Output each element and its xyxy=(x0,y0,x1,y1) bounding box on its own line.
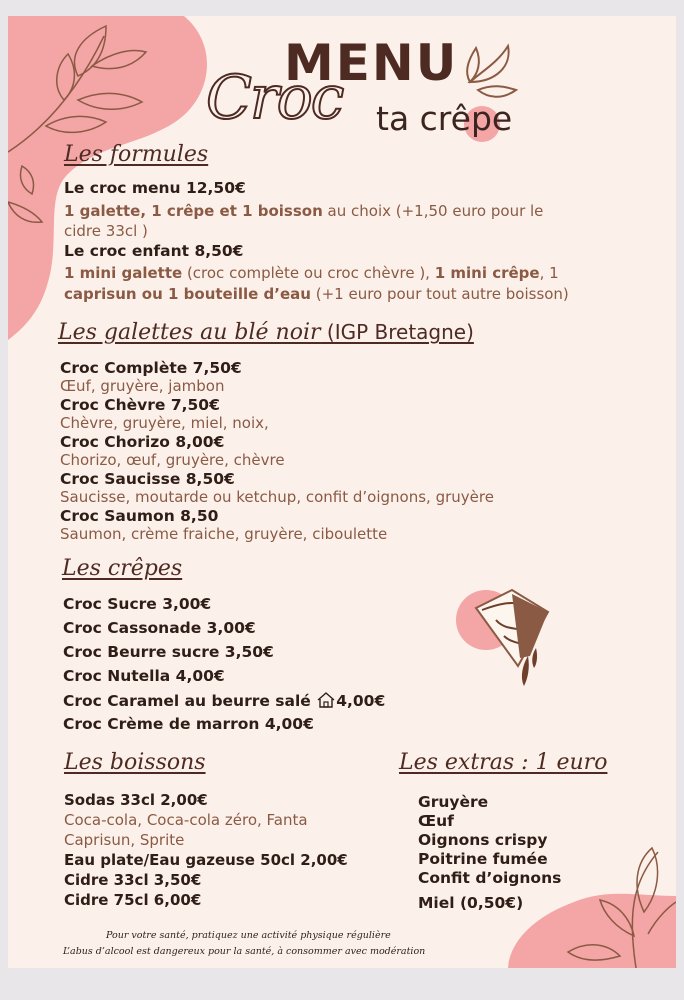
galette-desc: Chèvre, gruyère, miel, noix, xyxy=(60,414,269,432)
extra-item: Miel (0,50€) xyxy=(418,894,524,912)
crepe-item-caramel: Croc Caramel au beurre salé 4,00€ xyxy=(63,692,386,710)
drink-item: Sodas 33cl 2,00€ xyxy=(64,791,208,809)
logo-ta-crepe-text: ta crêpe xyxy=(376,99,513,138)
extras-heading: Les extras : 1 euro xyxy=(399,750,608,775)
extra-item: Gruyère xyxy=(418,793,489,811)
galette-name: Croc Chorizo 8,00€ xyxy=(60,433,225,451)
crepe-item: Croc Beurre sucre 3,50€ xyxy=(63,643,274,661)
galette-name: Croc Saucisse 8,50€ xyxy=(60,470,235,488)
drink-item: Cidre 75cl 6,00€ xyxy=(64,891,202,909)
extra-item: Oignons crispy xyxy=(418,831,548,849)
drink-desc: Coca-cola, Coca-cola zéro, Fanta xyxy=(64,811,308,829)
galette-desc: Œuf, gruyère, jambon xyxy=(60,377,225,395)
logo-croc-text: Croc xyxy=(206,63,343,133)
drink-item: Cidre 33cl 3,50€ xyxy=(64,871,202,889)
croc-enfant-desc-2: caprisun ou 1 bouteille d’eau (+1 euro pour tout autre boisson) xyxy=(64,285,569,303)
croc-enfant-title: Le croc enfant 8,50€ xyxy=(64,242,244,260)
drink-item: Eau plate/Eau gazeuse 50cl 2,00€ xyxy=(64,851,348,869)
pink-blob-bottom-right xyxy=(508,894,676,968)
extra-item: Confit d’oignons xyxy=(418,869,562,887)
menu-page xyxy=(8,16,676,968)
crepe-item: Croc Nutella 4,00€ xyxy=(63,667,225,685)
galette-name: Croc Chèvre 7,50€ xyxy=(60,396,220,414)
house-icon xyxy=(316,691,336,709)
croc-menu-desc: 1 galette, 1 crêpe et 1 boisson au choix (+1,50 euro pour le xyxy=(64,202,544,220)
logo-menu-text: MENU xyxy=(284,34,459,92)
galette-name: Croc Saumon 8,50 xyxy=(60,507,219,525)
health-notice: Pour votre santé, pratiquez une activité physique régulière xyxy=(106,930,391,941)
leaf-icon-logo xyxy=(467,46,516,97)
croc-menu-desc-2: cidre 33cl ) xyxy=(64,222,148,240)
crepe-item: Croc Sucre 3,00€ xyxy=(63,595,212,613)
crepes-heading: Les crêpes xyxy=(62,556,183,581)
alcohol-notice: L’abus d’alcool est dangereux pour la santé, à consommer avec modération xyxy=(63,946,426,957)
crepe-item: Croc Crème de marron 4,00€ xyxy=(63,715,314,733)
croc-enfant-desc: 1 mini galette (croc complète ou croc chèvre ), 1 mini crêpe, 1 xyxy=(64,264,559,282)
croc-menu-title: Le croc menu 12,50€ xyxy=(64,179,246,197)
galette-desc: Saucisse, moutarde ou ketchup, confit d’oignons, gruyère xyxy=(60,488,494,506)
extra-item: Poitrine fumée xyxy=(418,850,548,868)
drink-desc: Caprisun, Sprite xyxy=(64,831,185,849)
formules-heading: Les formules xyxy=(64,142,209,167)
galette-name: Croc Complète 7,50€ xyxy=(60,359,242,377)
galette-desc: Saumon, crème fraiche, gruyère, ciboulette xyxy=(60,525,388,543)
extra-item: Œuf xyxy=(418,812,454,830)
boissons-heading: Les boissons xyxy=(64,750,206,775)
galette-desc: Chorizo, œuf, gruyère, chèvre xyxy=(60,451,285,469)
galettes-heading: Les galettes au blé noir (IGP Bretagne) xyxy=(58,320,474,345)
crepe-item: Croc Cassonade 3,00€ xyxy=(63,619,256,637)
